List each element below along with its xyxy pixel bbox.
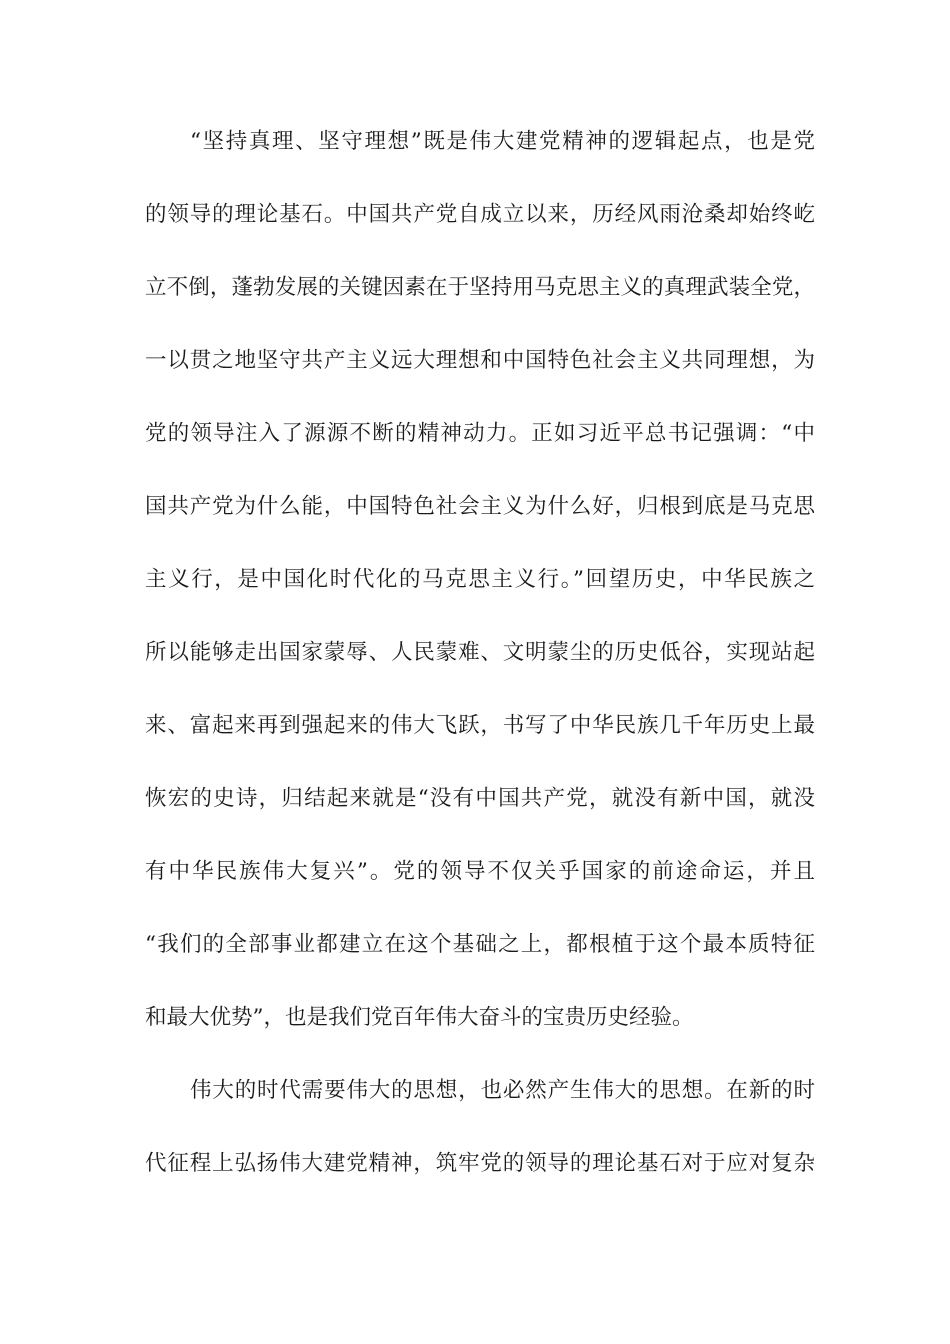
text-line: 和最大优势”，也是我们党百年伟大奋斗的宝贵历史经验。 (145, 1005, 694, 1030)
text-line: 主义行，是中国化时代化的马克思主义行。”回望历史，中华民族之 (145, 567, 815, 592)
text-line: 恢宏的史诗，归结起来就是“没有中国共产党，就没有新中国，就没 (145, 786, 815, 811)
text-line: 一以贯之地坚守共产主义远大理想和中国特色社会主义共同理想，为 (145, 348, 815, 373)
text-line: 伟大的时代需要伟大的思想，也必然产生伟大的思想。在新的时 (190, 1078, 815, 1103)
text-line: “我们的全部事业都建立在这个基础之上，都根植于这个最本质特征 (145, 932, 815, 957)
text-line: 党的领导注入了源源不断的精神动力。正如习近平总书记强调：“中 (145, 421, 815, 446)
text-line: 立不倒，蓬勃发展的关键因素在于坚持用马克思主义的真理武装全党， (145, 275, 815, 300)
text-line: 国共产党为什么能，中国特色社会主义为什么好，归根到底是马克思 (145, 494, 815, 519)
text-line: “坚持真理、坚守理想”既是伟大建党精神的逻辑起点，也是党 (190, 129, 815, 154)
text-line: 代征程上弘扬伟大建党精神，筑牢党的领导的理论基石对于应对复杂 (145, 1151, 815, 1176)
text-line: 有中华民族伟大复兴”。党的领导不仅关乎国家的前途命运，并且 (145, 859, 815, 884)
text-line: 来、富起来再到强起来的伟大飞跃，书写了中华民族几千年历史上最 (145, 713, 815, 738)
text-line: 所以能够走出国家蒙辱、人民蒙难、文明蒙尘的历史低谷，实现站起 (145, 640, 815, 665)
text-line: 的领导的理论基石。中国共产党自成立以来，历经风雨沧桑却始终屹 (145, 202, 815, 227)
